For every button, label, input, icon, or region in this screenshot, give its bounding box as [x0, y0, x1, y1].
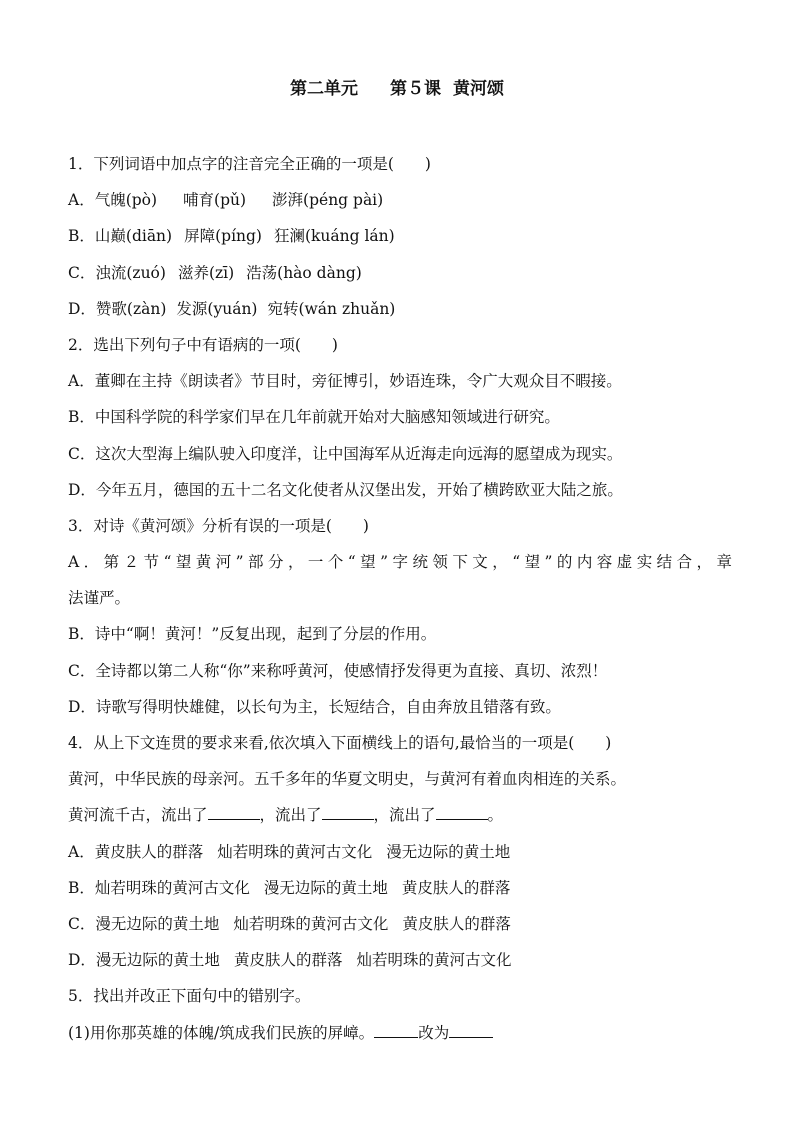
q1-stem: 1．下列词语中加点字的注音完全正确的一项是( ) [68, 155, 431, 173]
q4-passage-line2: 黄河流千古，流出了 ，流出了 ，流出了 。 [68, 797, 732, 833]
worksheet-content [68, 146, 732, 1051]
q3-option-d: D．诗歌写得明快雄健，以长句为主，长短结合，自由奔放且错落有致。 [68, 697, 561, 716]
q4-option-a: A．黄皮肤人的群落 灿若明珠的黄河古文化 漫无边际的黄土地 [68, 842, 511, 861]
q4-blank-3[interactable] [436, 801, 488, 820]
q1-option-d: D．赞歌(zàn) 发源(yuán) 宛转(wán zhuǎn) [68, 299, 396, 318]
unit-label: 第二单元 [290, 79, 358, 99]
q5-item-1: (1)用你那英雄的体魄/筑成我们民族的屏嶂。 改为 [68, 1015, 732, 1051]
q2-option-b: B．中国科学院的科学家们早在几年前就开始对大脑感知领域进行研究。 [68, 408, 560, 427]
q3-option-a-line1: A．第２节“望黄河”部分，一个“望”字统领下文，“望”的内容虚实结合，章 [68, 553, 732, 572]
q4-stem: 4．从上下文连贯的要求来看,依次填入下面横线上的语句,最恰当的一项是( ) [68, 734, 612, 752]
q1-option-b: B．山巅(diān) 屏障(píng) 狂澜(kuáng lán) [68, 227, 395, 246]
q5-blank-wrong[interactable] [374, 1019, 418, 1038]
q2-option-a: A．董卿在主持《朗读者》节目时，旁征博引，妙语连珠，令广大观众目不暇接。 [68, 372, 622, 391]
lesson-label: 第５课 [390, 79, 441, 99]
lesson-name: 黄河颂 [453, 79, 504, 99]
q4-option-d: D．漫无边际的黄土地 黄皮肤人的群落 灿若明珠的黄河古文化 [68, 951, 512, 970]
q1-option-a: A．气魄(pò) 哺育(pǔ) 澎湃(péng pài) [68, 191, 384, 210]
q5-stem: 5．找出并改正下面句中的错别字。 [68, 987, 311, 1006]
q4-option-b: B．灿若明珠的黄河古文化 漫无边际的黄土地 黄皮肤人的群落 [68, 878, 511, 897]
q3-option-a-line2: 法谨严。 [68, 589, 131, 608]
q1-option-c: C．浊流(zuó) 滋养(zī) 浩荡(hào dàng) [68, 263, 362, 282]
q4-blank-2[interactable] [322, 801, 374, 820]
q2-option-d: D．今年五月，德国的五十二名文化使者从汉堡出发，开始了横跨欧亚大陆之旅。 [68, 480, 623, 499]
q2-option-c: C．这次大型海上编队驶入印度洋，让中国海军从近海走向远海的愿望成为现实。 [68, 444, 623, 463]
q5-blank-correct[interactable] [449, 1019, 493, 1038]
q4-blank-1[interactable] [208, 801, 260, 820]
page-title [0, 74, 794, 99]
q2-stem: 2．选出下列句子中有语病的一项( ) [68, 335, 338, 354]
q3-option-b: B．诗中“啊！黄河！”反复出现，起到了分层的作用。 [68, 625, 437, 644]
q4-passage-line1: 黄河，中华民族的母亲河。五千多年的华夏文明史，与黄河有着血肉相连的关系。 [68, 770, 627, 789]
q3-stem: 3．对诗《黄河颂》分析有误的一项是( ) [68, 516, 369, 535]
q3-option-c: C．全诗都以第二人称“你”来称呼黄河，使感情抒发得更为直接、真切、浓烈！ [68, 661, 608, 680]
q4-option-c: C．漫无边际的黄土地 灿若明珠的黄河古文化 黄皮肤人的群落 [68, 914, 511, 933]
